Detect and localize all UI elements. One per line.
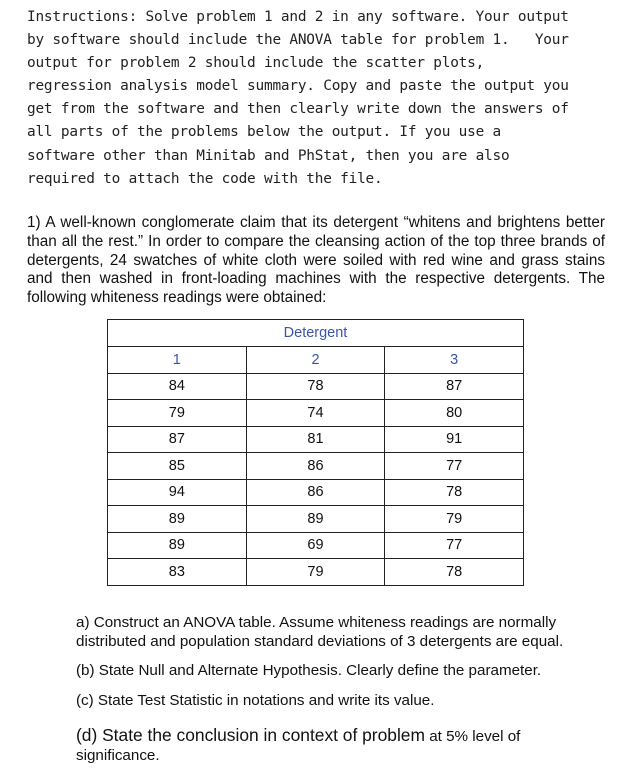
table-header-detergent: Detergent bbox=[108, 320, 524, 347]
question-c: (c) State Test Statistic in notations and write its value. bbox=[76, 691, 435, 709]
question-a: a) Construct an ANOVA table. Assume whiteness readings are normally distributed and population standard deviations of 3 detergents are equal. bbox=[76, 614, 564, 650]
table-cell: 79 bbox=[246, 559, 385, 586]
table-cell: 77 bbox=[385, 453, 524, 480]
question-d-tail: at 5% level of significance. bbox=[76, 728, 521, 764]
column-label: 3 bbox=[385, 347, 524, 374]
table-cell: 86 bbox=[246, 453, 385, 480]
table-cell: 78 bbox=[246, 373, 385, 400]
table-row bbox=[108, 373, 524, 400]
table-cell: 80 bbox=[385, 400, 524, 427]
instructions-line: get from the software and then clearly write down the answers of bbox=[27, 101, 569, 118]
detergent-table bbox=[107, 319, 524, 586]
table-cell: 81 bbox=[246, 426, 385, 453]
instructions-line: required to attach the code with the file. bbox=[27, 170, 383, 187]
instructions-line: all parts of the problems below the output. If you use a bbox=[27, 124, 501, 141]
table-cell: 78 bbox=[385, 559, 524, 586]
table-cell: 89 bbox=[108, 532, 247, 559]
table-row bbox=[108, 426, 524, 453]
table-cell: 83 bbox=[108, 559, 247, 586]
table-cell: 86 bbox=[246, 479, 385, 506]
table-cell: 77 bbox=[385, 532, 524, 559]
instructions-line: Instructions: Solve problem 1 and 2 in any software. Your output bbox=[27, 9, 569, 25]
table-column-row bbox=[108, 347, 524, 374]
instructions-block bbox=[27, 6, 607, 191]
question-b: (b) State Null and Alternate Hypothesis. Clearly define the parameter. bbox=[76, 662, 542, 680]
column-label: 2 bbox=[246, 347, 385, 374]
table-header-row bbox=[108, 320, 524, 347]
table-cell: 87 bbox=[108, 426, 247, 453]
questions-block bbox=[76, 614, 606, 766]
instructions-line: by software should include the ANOVA table for problem 1. Your bbox=[27, 32, 569, 49]
table-cell: 79 bbox=[385, 506, 524, 533]
instructions-line: software other than Minitab and PhStat, then you are also bbox=[27, 147, 510, 164]
instructions-line: output for problem 2 should include the scatter plots, bbox=[27, 55, 485, 72]
question-d bbox=[76, 726, 606, 765]
question-d-lead: (d) State the conclusion in context of problem bbox=[76, 725, 425, 746]
table-cell: 84 bbox=[108, 373, 247, 400]
table-cell: 78 bbox=[385, 479, 524, 506]
instructions-line: regression analysis model summary. Copy and paste the output you bbox=[27, 78, 569, 95]
table-cell: 69 bbox=[246, 532, 385, 559]
problem-1-statement: 1) A well-known conglomerate claim that its detergent “whitens and brightens better than all the rest.” In order to compare the cleansing action of the top three brands of detergents, 24 swatches of white cloth were soiled with red wine and grass stains and then washed in front-loading machines with the respective detergents. The following whiteness readings were obtained: bbox=[27, 214, 605, 307]
table-cell: 91 bbox=[385, 426, 524, 453]
table-cell: 79 bbox=[108, 400, 247, 427]
table-cell: 94 bbox=[108, 479, 247, 506]
table-row bbox=[108, 532, 524, 559]
table-cell: 87 bbox=[385, 373, 524, 400]
table-cell: 89 bbox=[246, 506, 385, 533]
table-row bbox=[108, 559, 524, 586]
table-row bbox=[108, 506, 524, 533]
table-cell: 89 bbox=[108, 506, 247, 533]
table-row bbox=[108, 453, 524, 480]
column-label: 1 bbox=[108, 347, 247, 374]
table-cell: 85 bbox=[108, 453, 247, 480]
table-row bbox=[108, 400, 524, 427]
table-cell: 74 bbox=[246, 400, 385, 427]
table-row bbox=[108, 479, 524, 506]
